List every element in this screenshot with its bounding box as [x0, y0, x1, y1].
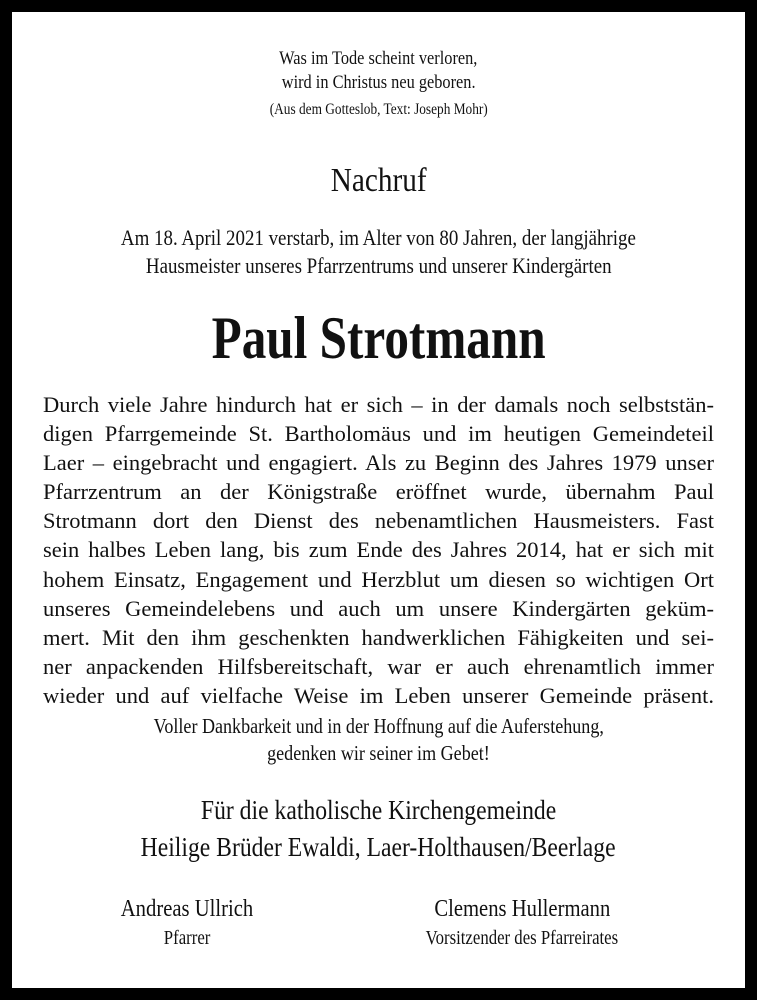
body-paragraph [43, 390, 714, 710]
intro-text-2: Hausmeister unseres Pfarrzentrums und unserer Kindergärten [145, 253, 612, 278]
body-line-text: Durch viele Jahre hindurch hat er sich – in der damals noch selbststän- [43, 392, 714, 417]
body-line-text: wieder und auf vielfache Weise im Leben unserer Gemeinde präsent. [43, 682, 714, 708]
quote-citation [12, 101, 745, 119]
body-line [43, 448, 714, 477]
body-line [43, 535, 714, 564]
parish-text-1: Für die katholische Kirchengemeinde [200, 794, 557, 825]
citation-text: (Aus dem Gotteslob, Text: Joseph Mohr) [269, 101, 488, 118]
body-line-text: mert. Mit den ihm geschenkten handwerklichen Fähigkeiten und sei- [43, 624, 714, 650]
parish-line-1 [12, 792, 745, 828]
quote-text-2: wird in Christus neu geboren. [281, 72, 476, 93]
signatory-pastor [72, 894, 302, 954]
parish-line-2 [12, 829, 745, 865]
body-line [43, 652, 714, 681]
signatory-role-text: Pfarrer [163, 928, 211, 949]
body-line [43, 506, 714, 535]
signatory-name [72, 894, 302, 924]
body-line-text: Pfarrzentrum an der Königstraße eröffnet wurde, übernahm Paul [43, 479, 714, 505]
body-line-text: ner anpackenden Hilfsbereitschaft, war er auch ehrenamtlich immer [43, 653, 714, 679]
title-text: Nachruf [330, 162, 427, 199]
body-line [43, 681, 714, 710]
signatory-council-chair [352, 894, 692, 954]
quote-text-1: Was im Tode scheint verloren, [279, 48, 478, 69]
body-line-text: digen Pfarrgemeinde St. Bartholomäus und im heutigen Gemeindeteil [43, 421, 714, 447]
signatory-role-text: Vorsitzender des Pfarreirates [425, 928, 619, 949]
body-line [43, 565, 714, 594]
body-line [43, 477, 714, 506]
signatory-name [352, 894, 692, 924]
quote-line-2 [12, 72, 745, 94]
deceased-name [12, 306, 745, 370]
body-line-text: Strotmann dort den Dienst des nebenamtlichen Hausmeisters. Fast [43, 508, 714, 534]
closing-text-1: Voller Dankbarkeit und in der Hoffnung auf die Auferstehung, [153, 714, 604, 738]
intro-line-2 [12, 253, 745, 279]
intro-line-1 [12, 225, 745, 251]
closing-text-2: gedenken wir seiner im Gebet! [267, 741, 490, 765]
body-line-text: Laer – eingebracht und engagiert. Als zu Beginn des Jahres 1979 unser [43, 450, 714, 476]
signatory-role [72, 924, 302, 954]
intro-text-1: Am 18. April 2021 verstarb, im Alter von 80 Jahren, der langjährige [121, 225, 636, 250]
signatory-name-text: Andreas Ullrich [120, 896, 254, 922]
signatory-role [352, 924, 692, 954]
obituary-page [12, 12, 745, 988]
body-line [43, 390, 714, 419]
body-line [43, 419, 714, 448]
quote-line-1 [12, 48, 745, 70]
closing-line-2 [12, 740, 745, 767]
body-line-text: hohem Einsatz, Engagement und Herzblut um diesen so wichtigen Ort [43, 566, 714, 592]
parish-text-2: Heilige Brüder Ewaldi, Laer-Holthausen/Beerlage [141, 831, 616, 862]
body-line [43, 594, 714, 623]
body-line-text: unseres Gemeindelebens und auch um unsere Kindergärten geküm- [43, 595, 714, 621]
page-title [12, 162, 745, 200]
closing-line-1 [12, 713, 745, 740]
body-line [43, 623, 714, 652]
body-line-text: sein halbes Leben lang, bis zum Ende des Jahres 2014, hat er sich mit [43, 537, 714, 563]
signatory-name-text: Clemens Hullermann [434, 896, 610, 922]
deceased-name-text: Paul Strotmann [211, 305, 546, 371]
